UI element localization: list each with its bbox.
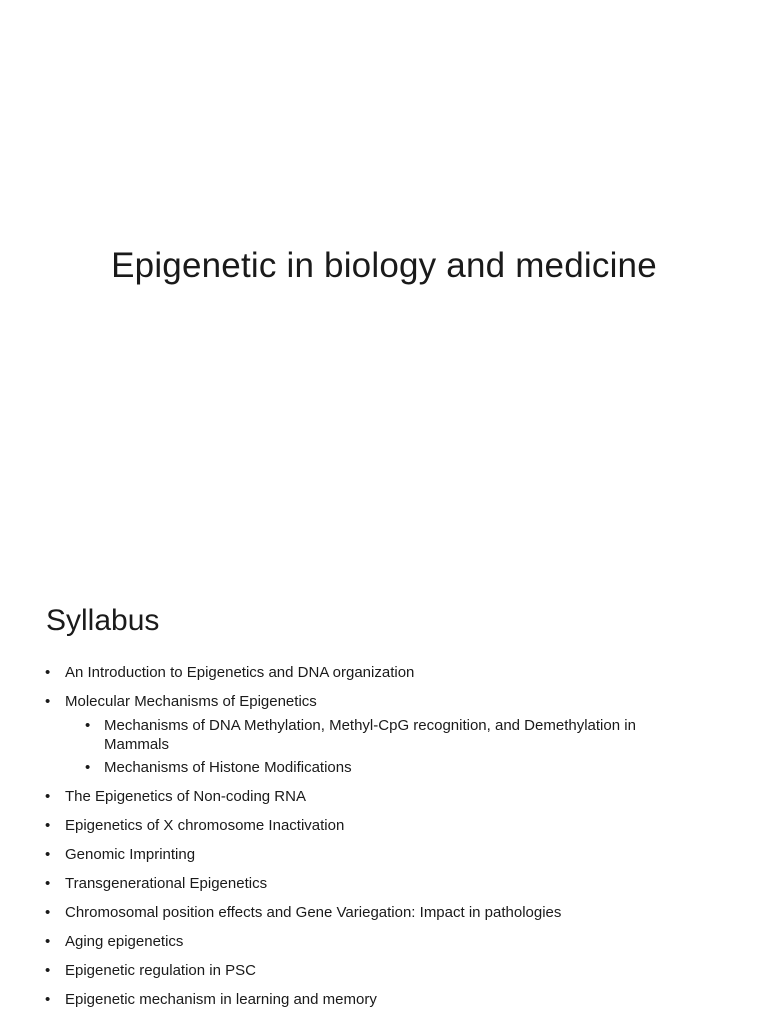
list-item-label: Chromosomal position effects and Gene Variegation: Impact in pathologies (65, 904, 562, 921)
sub-list (65, 716, 688, 777)
list-item-label: Epigenetic mechanism in learning and memory (65, 991, 377, 1008)
bullet-marker: • (45, 693, 51, 710)
syllabus-list (0, 663, 768, 1019)
sub-list-item (65, 716, 688, 754)
bullet-marker: • (45, 991, 51, 1008)
list-item-label: Epigenetic regulation in PSC (65, 962, 256, 979)
list-item-label: Epigenetics of X chromosome Inactivation (65, 817, 345, 834)
list-item-label: Genomic Imprinting (65, 846, 196, 863)
sub-list-item-label: Mechanisms of DNA Methylation, Methyl-CpG recognition, and Demethylation in Mammals (104, 717, 636, 753)
slide-title: Epigenetic in biology and medicine (111, 246, 657, 285)
list-item-label: Aging epigenetics (65, 933, 184, 950)
sub-list-item-label: Mechanisms of Histone Modifications (104, 759, 352, 776)
list-item (0, 692, 768, 777)
bullet-marker: • (45, 846, 51, 863)
bullet-marker: • (45, 904, 51, 921)
bullet-marker: • (45, 664, 51, 681)
syllabus-heading: Syllabus (46, 604, 160, 637)
list-item (0, 990, 768, 1009)
list-item (0, 816, 768, 835)
list-item (0, 787, 768, 806)
bullet-marker: • (45, 933, 51, 950)
list-item (0, 845, 768, 864)
list-item-label: Molecular Mechanisms of Epigenetics (65, 693, 317, 710)
list-item (0, 663, 768, 682)
list-item (0, 874, 768, 893)
list-item (0, 903, 768, 922)
bullet-marker: • (45, 962, 51, 979)
bullet-marker: • (85, 717, 91, 734)
list-item (0, 961, 768, 980)
list-item-label: Transgenerational Epigenetics (65, 875, 268, 892)
bullet-marker: • (45, 788, 51, 805)
list-item (0, 932, 768, 951)
syllabus-slide (0, 576, 768, 1024)
sub-list-item (65, 758, 688, 777)
list-item-label: The Epigenetics of Non-coding RNA (65, 788, 306, 805)
bullet-marker: • (45, 817, 51, 834)
bullet-marker: • (85, 759, 91, 776)
list-item-label: An Introduction to Epigenetics and DNA organization (65, 664, 415, 681)
bullet-marker: • (45, 875, 51, 892)
